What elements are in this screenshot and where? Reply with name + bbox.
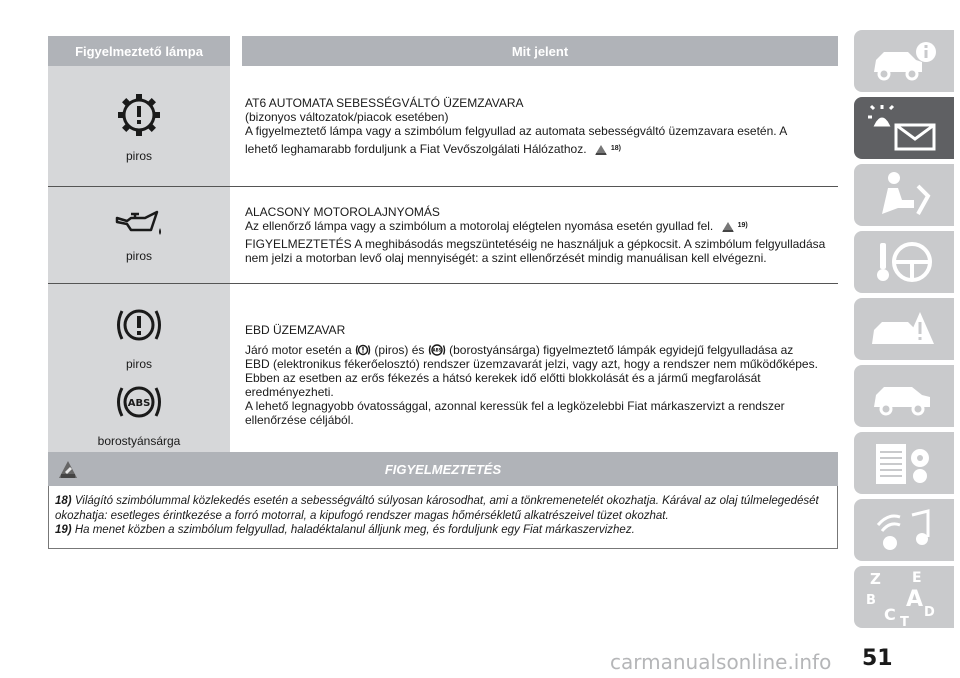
brake-warning-icon bbox=[114, 302, 164, 353]
meaning-cell bbox=[230, 66, 838, 186]
row-text: Járó motor esetén a bbox=[245, 342, 352, 357]
tab-index[interactable] bbox=[854, 566, 954, 628]
lamp-color-caption: piros bbox=[125, 248, 152, 263]
row-title: EBD ÜZEMZAVAR bbox=[245, 322, 346, 337]
row-text: A lehető legnagyobb óvatossággal, azonnal keressük fel a legközelebbi Fiat márkaszervizt a rendszer ellenőrzése céljából. bbox=[245, 399, 785, 428]
gear-warning-icon bbox=[114, 90, 164, 145]
warning-item bbox=[55, 523, 831, 538]
tab-tech-data[interactable] bbox=[854, 432, 954, 494]
steering-key-icon bbox=[868, 237, 940, 287]
warning-hand-icon bbox=[720, 221, 736, 233]
svg-text:E: E bbox=[912, 570, 922, 586]
page-number: 51 bbox=[862, 646, 893, 671]
lamp-cell bbox=[48, 284, 230, 466]
chapter-sidebar bbox=[854, 30, 960, 633]
tab-multimedia[interactable] bbox=[854, 499, 954, 561]
warning-hand-icon bbox=[593, 144, 609, 156]
row-text: A figyelmeztető lámpa vagy a szimbólum felgyullad az automata sebességváltó üzemzavara esetén. A bbox=[245, 123, 788, 138]
warning-ref-number: 19) bbox=[737, 222, 748, 230]
tab-car-info[interactable] bbox=[854, 30, 954, 92]
lamp-color-caption: piros bbox=[125, 148, 152, 163]
tab-car-emergency[interactable] bbox=[854, 298, 954, 360]
abs-inline-icon bbox=[428, 343, 446, 357]
meaning-cell bbox=[230, 284, 838, 466]
lamp-cell bbox=[48, 187, 230, 283]
car-emergency-icon bbox=[868, 304, 940, 354]
row-text: FIGYELMEZTETÉS A meghibásodás megszüntetéséig ne használjuk a gépkocsit. A szimbólum felgyulladása nem jelzi a motorban levő olaj mennyiségét: a szint ellenőrzését mindig manuálisan kell elvégezni. bbox=[245, 237, 826, 266]
tab-warning-lights[interactable] bbox=[854, 97, 954, 159]
brake-inline-icon bbox=[355, 343, 371, 357]
warning-header bbox=[48, 452, 838, 486]
warning-body bbox=[48, 486, 838, 549]
table-row bbox=[48, 66, 838, 187]
abs-icon bbox=[113, 379, 165, 430]
seat-airbag-icon bbox=[868, 170, 940, 220]
svg-text:Z: Z bbox=[870, 570, 881, 588]
lamp-cell bbox=[48, 66, 230, 186]
table-header bbox=[48, 36, 838, 66]
warning-item-text: Világító szimbólummal közlekedés esetén a sebességváltó súlyosan károsodhat, ami a tönkremenetelét okozhatja. Kárával az olaj túlmelegedését okozhatja: esetleges érintkezése a forró motorral, a kipufogó rendszer magas hőmérsékletű alkatrészeivel tüzet okozhat. bbox=[55, 495, 819, 522]
row-text: EBD (elektronikus fékerőelosztó) rendszer üzemzavarát jelzi, vagy azt, hogy a rendszer nem működőképes. Ebben az esetben az erős fékezés a hátsó kerekek idő előtti blokkolását és a jármű megfarolását eredményezheti. bbox=[245, 357, 818, 400]
svg-text:ABS: ABS bbox=[432, 348, 442, 354]
svg-text:A: A bbox=[906, 587, 924, 612]
tab-seat-airbag[interactable] bbox=[854, 164, 954, 226]
index-letters-icon bbox=[864, 568, 944, 626]
lamp-color-caption: piros bbox=[125, 357, 152, 371]
svg-text:D: D bbox=[924, 605, 935, 620]
warning-reference[interactable] bbox=[720, 219, 748, 233]
watermark: carmanualsonline.info bbox=[610, 650, 832, 674]
row-subtitle: (bizonyos változatok/piacok esetében) bbox=[245, 109, 449, 124]
header-meaning: Mit jelent bbox=[242, 36, 838, 66]
row-title: AT6 AUTOMATA SEBESSÉGVÁLTÓ ÜZEMZAVARA bbox=[245, 95, 524, 110]
row-text: (piros) és bbox=[374, 342, 425, 357]
warning-ref-number: 18) bbox=[610, 145, 622, 153]
table-row bbox=[48, 284, 838, 467]
svg-text:B: B bbox=[866, 593, 876, 608]
row-text: Az ellenőrző lámpa vagy a szimbólum a motorolaj elégtelen nyomása esetén gyullad fel. bbox=[245, 218, 714, 233]
warning-lights-icon bbox=[868, 103, 940, 153]
row-title: ALACSONY MOTOROLAJNYOMÁS bbox=[245, 204, 440, 219]
row-text: lehető leghamarabb forduljunk a Fiat Vevőszolgálati Hálózathoz. bbox=[245, 141, 587, 156]
warning-lights-table bbox=[48, 36, 838, 467]
table-row bbox=[48, 187, 838, 284]
warning-box bbox=[48, 452, 838, 549]
svg-text:T: T bbox=[900, 615, 909, 626]
meaning-cell bbox=[230, 187, 838, 283]
car-service-icon bbox=[868, 373, 940, 419]
oil-can-icon bbox=[113, 208, 165, 245]
warning-item-number: 19) bbox=[55, 524, 72, 536]
tech-data-icon bbox=[868, 438, 940, 488]
warning-reference[interactable] bbox=[593, 142, 621, 156]
tab-car-service[interactable] bbox=[854, 365, 954, 427]
warning-item-number: 18) bbox=[55, 495, 72, 507]
svg-text:ABS: ABS bbox=[127, 398, 151, 409]
svg-text:C: C bbox=[884, 605, 896, 624]
tab-steering-key[interactable] bbox=[854, 231, 954, 293]
warning-title: FIGYELMEZTETÉS bbox=[384, 461, 502, 477]
warning-item-text: Ha menet közben a szimbólum felgyullad, haladéktalanul álljunk meg, és forduljunk egy Fiat márkaszervizhez. bbox=[74, 524, 635, 536]
car-info-icon bbox=[868, 38, 940, 84]
multimedia-icon bbox=[868, 505, 940, 555]
row-text: (borostyánsárga) figyelmeztető lámpák egyidejű felgyulladása az bbox=[449, 342, 794, 357]
lamp-color-caption: borostyánsárga bbox=[97, 434, 181, 448]
header-warning-lamp: Figyelmeztető lámpa bbox=[48, 36, 242, 66]
warning-hand-icon bbox=[56, 458, 80, 485]
warning-item bbox=[55, 494, 831, 523]
